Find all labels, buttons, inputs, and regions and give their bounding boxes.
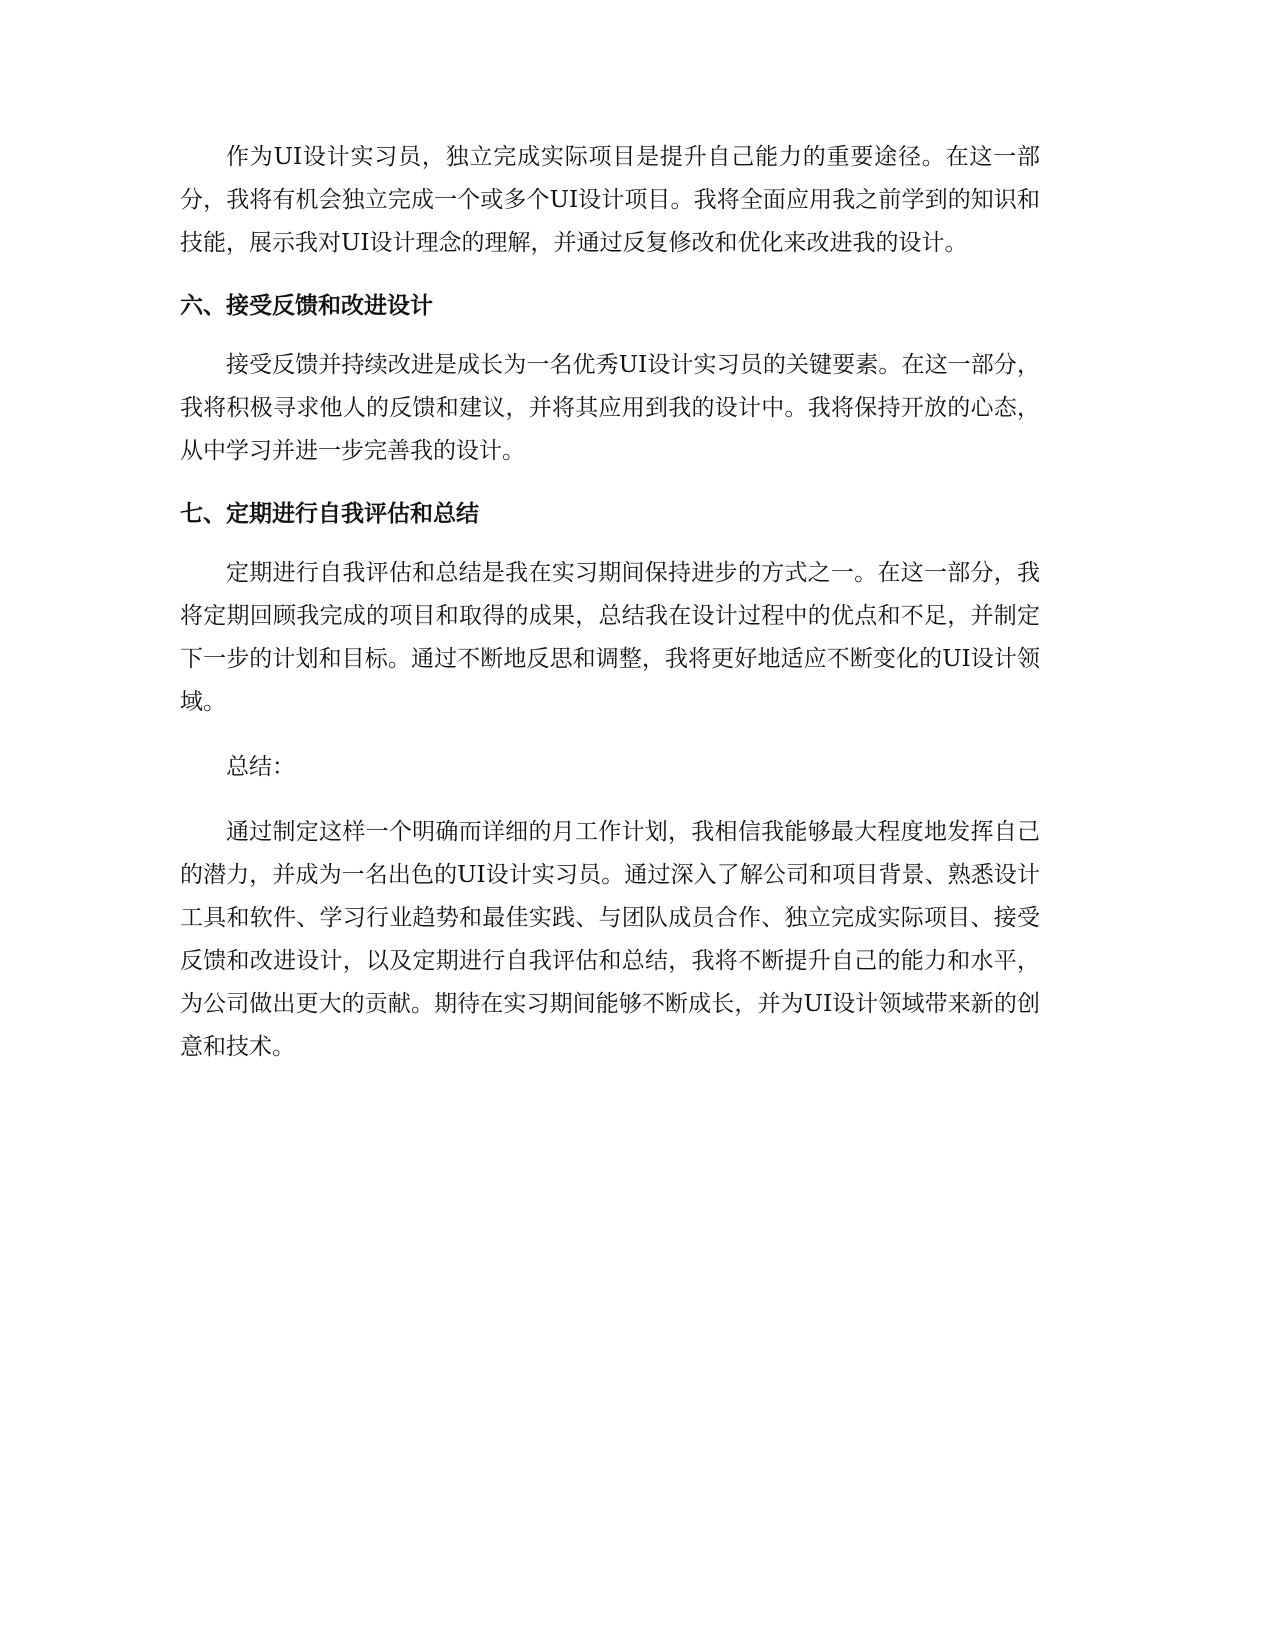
spacer	[180, 473, 1040, 493]
spacer	[180, 724, 1040, 746]
assessment-paragraph: 定期进行自我评估和总结是我在实习期间保持进步的方式之一。在这一部分，我将定期回顾我完成的项目和取得的成果，总结我在设计过程中的优点和不足，并制定下一步的计划和目标。通过不断地反思和调整，我将更好地适应不断变化的UI设计领域。	[180, 560, 1040, 715]
spacer	[180, 328, 1040, 344]
intro-paragraph: 作为UI设计实习员，独立完成实际项目是提升自己能力的重要途径。在这一部分，我将有机会独立完成一个或多个UI设计项目。我将全面应用我之前学到的知识和技能，展示我对UI设计理念的理解，并通过反复修改和优化来改进我的设计。	[180, 144, 1040, 256]
summary-paragraph: 通过制定这样一个明确而详细的月工作计划，我相信我能够最大程度地发挥自己的潜力，并成为一名出色的UI设计实习员。通过深入了解公司和项目背景、熟悉设计工具和软件、学习行业趋势和最佳实践、与团队成员合作、独立完成实际项目、接受反馈和改进设计，以及定期进行自我评估和总结，我将不断提升自己的能力和水平，为公司做出更大的贡献。期待在实习期间能够不断成长，并为UI设计领域带来新的创意和技术。	[180, 819, 1040, 1060]
spacer	[180, 265, 1040, 285]
summary-label: 总结：	[226, 754, 295, 780]
section-heading-feedback: 六、接受反馈和改进设计	[180, 293, 433, 319]
section-heading-self-assessment: 七、定期进行自我评估和总结	[180, 501, 479, 527]
feedback-paragraph: 接受反馈并持续改进是成长为一名优秀UI设计实习员的关键要素。在这一部分，我将积极寻求他人的反馈和建议，并将其应用到我的设计中。我将保持开放的心态，从中学习并进一步完善我的设计。	[180, 352, 1040, 464]
spacer	[180, 536, 1040, 552]
spacer	[180, 789, 1040, 811]
document-body	[180, 136, 1040, 1069]
